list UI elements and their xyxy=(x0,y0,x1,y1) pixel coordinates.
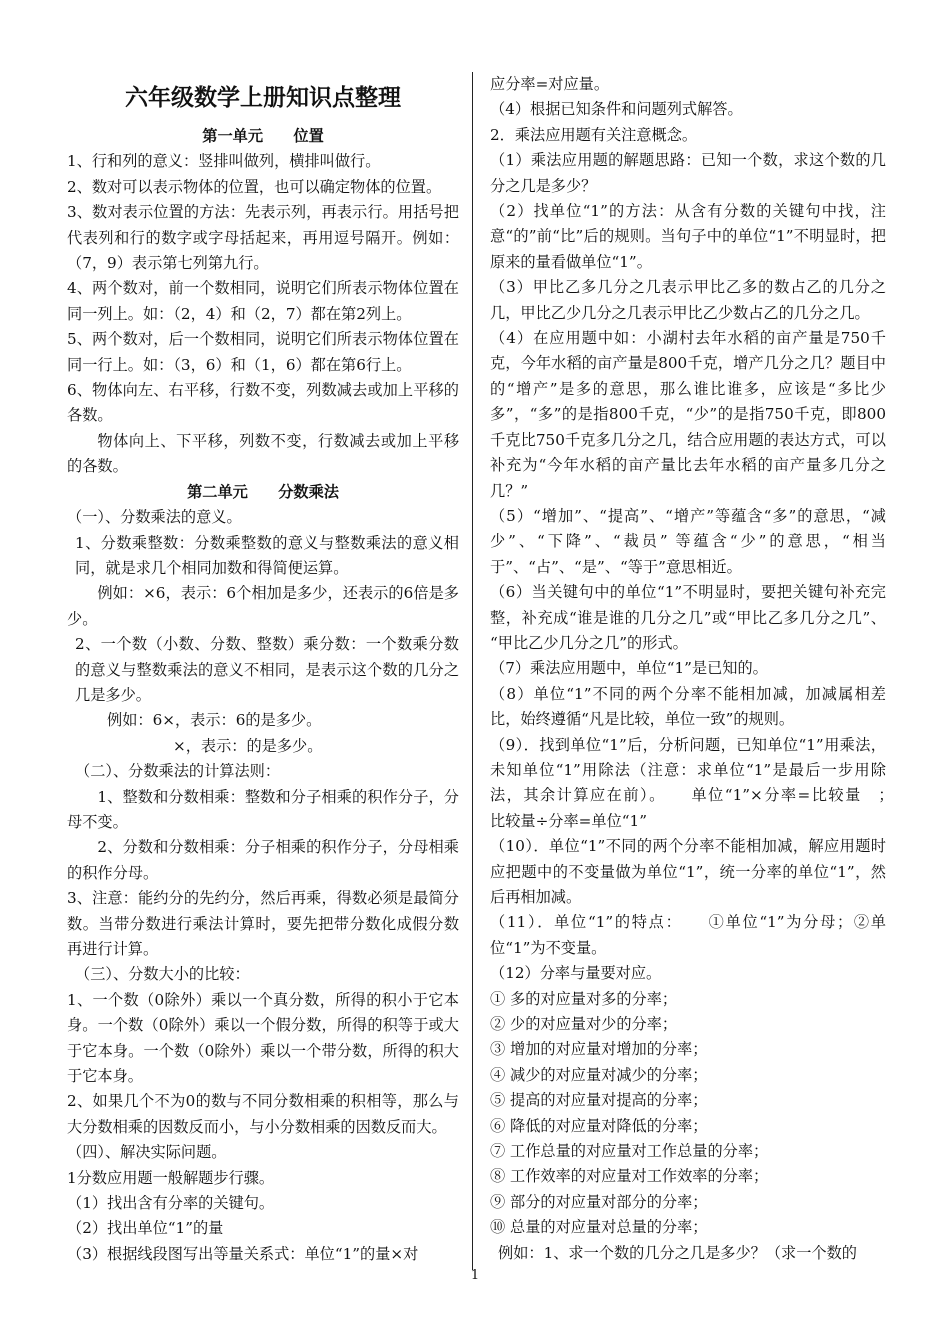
paragraph: 1分数应用题一般解题步行骤。 xyxy=(67,1168,275,1187)
paragraph: 2、一个数（小数、分数、整数）乘分数：一个数乘分数的意义与整数乘法的意义不相同，是表示这个数的几分之几是多少。 xyxy=(75,635,459,704)
column-divider xyxy=(472,72,473,1270)
paragraph: 4、两个数对，前一个数相同，说明它们所表示物体位置在同一列上。如：（2，4）和（2，7）都在第2列上。 xyxy=(67,279,459,323)
list-item: （5）“增加”、“提高”、“增产”等蕴含“多”的意思，“减少”、“下降”、“裁员” 等蕴含“少”的意思，“相当于”、“占”、“是”、“等于”意思相近。 xyxy=(490,506,886,576)
list-item: ② 少的对应量对少的分率； xyxy=(490,1015,678,1034)
unit-1-heading: 第一单元 位置 xyxy=(202,127,324,145)
list-item: （3）根据线段图写出等量关系式：单位“1”的量×对 xyxy=(67,1244,419,1263)
list-item: （1）乘法应用题的解题思路：已知一个数，求这个数的几分之几是多少？ xyxy=(490,151,886,195)
paragraph: 应分率=对应量。 xyxy=(490,75,610,93)
section-heading: （四）、解决实际问题。 xyxy=(67,1143,227,1162)
list-item: （8）单位“1”不同的两个分率不能相加减，加减属相差比，始终遵循“凡是比较，单位一致”的规则。 xyxy=(490,684,886,729)
list-item: ⑦ 工作总量的对应量对工作总量的分率； xyxy=(490,1142,769,1161)
page-number: 1 xyxy=(470,1268,480,1283)
list-item: （4）在应用题中如：小湖村去年水稻的亩产量是750千克，今年水稻的亩产量是800千克，增产几分之几？题目中的“增产”是多的意思，那么谁比谁多，应该是“多比少多”，“多”的是指800千克，“少”的是指750千克，即800千克比750千克多几分之几，结合应用题的表达方式，可以补充为“今年水稻的亩产量比去年水稻的亩产量多几分之几？” xyxy=(490,329,886,500)
list-item: （6）当关键句中的单位“1”不明显时，要把关键句补充完整，补充成“谁是谁的几分之几”或“甲比乙多几分之几”、 “甲比乙少几分之几”的形式。 xyxy=(490,583,886,652)
list-item: ⑧ 工作效率的对应量对工作效率的分率； xyxy=(490,1167,769,1186)
list-item: （12）分率与量要对应。 xyxy=(490,964,662,983)
example: 例如：6×，表示：6的是多少。 xyxy=(107,711,322,730)
list-item: （3）甲比乙多几分之几表示甲比乙多的数占乙的几分之几，甲比乙少几分之几表示甲比乙少数占乙的几分之几。 xyxy=(490,278,886,322)
list-item: ① 多的对应量对多的分率； xyxy=(490,989,678,1008)
list-item: ⑤ 提高的对应量对提高的分率； xyxy=(490,1091,708,1110)
list-item: （7）乘法应用题中，单位“1”是已知的。 xyxy=(490,659,768,678)
left-column xyxy=(67,72,459,1267)
section-heading: 2．乘法应用题有关注意概念。 xyxy=(490,125,698,144)
list-item: （11）．单位“1”的特点： ①单位“1”为分母；②单位“1”为不变量。 xyxy=(490,913,886,957)
paragraph: 5、两个数对，后一个数相同，说明它们所表示物体位置在同一行上。如：（3，6）和（1，6）都在第6行上。 xyxy=(67,330,459,374)
list-item: （2）找出单位“1”的量 xyxy=(67,1219,224,1238)
paragraph: 2、数对可以表示物体的位置，也可以确定物体的位置。 xyxy=(67,177,442,196)
section-heading: （二）、分数乘法的计算法则： xyxy=(75,762,281,781)
unit-2-heading: 第二单元 分数乘法 xyxy=(187,482,339,501)
example: 例如：×6，表示：6个相加是多少，还表示的6倍是多少。 xyxy=(67,584,459,628)
paragraph: 1、整数和分数相乘：整数和分子相乘的积作分子，分母不变。 xyxy=(67,787,459,831)
paragraph: 6、物体向左、右平移，行数不变，列数减去或加上平移的各数。 xyxy=(67,381,459,425)
list-item: ③ 增加的对应量对增加的分率； xyxy=(490,1040,708,1059)
list-item: （10）．单位“1”不同的两个分率不能相加减，解应用题时应把题中的不变量做为单位“1”，统一分率的单位“1”，然后再相加减。 xyxy=(490,837,886,906)
list-item: ⑩ 总量的对应量对总量的分率； xyxy=(490,1218,708,1237)
paragraph: 1、一个数（0除外）乘以一个真分数，所得的积小于它本身。一个数（0除外）乘以一个假分数，所得的积等于或大于它本身。一个数（0除外）乘以一个带分数，所得的积大于它本身。 xyxy=(67,990,459,1086)
list-item: ④ 减少的对应量对减少的分率； xyxy=(490,1065,708,1084)
paragraph: 3、注意：能约分的先约分，然后再乘，得数必须是最简分数。当带分数进行乘法计算时，要先把带分数化成假分数再进行计算。 xyxy=(67,889,459,958)
right-column xyxy=(490,72,932,1266)
paragraph: 2、分数和分数相乘：分子相乘的积作分子，分母相乘的积作分母。 xyxy=(67,838,459,882)
example: ×，表示：的是多少。 xyxy=(173,736,323,755)
paragraph: 1、行和列的意义：竖排叫做列，横排叫做行。 xyxy=(67,152,381,171)
paragraph: 3、数对表示位置的方法：先表示列，再表示行。用括号把代表列和行的数字或字母括起来，再用逗号隔开。例如：（7，9）表示第七列第九行。 xyxy=(67,203,459,273)
paragraph: 1、分数乘整数：分数乘整数的意义与整数乘法的意义相同，就是求几个相同加数和得简便运算。 xyxy=(75,533,459,577)
list-item: ⑥ 降低的对应量对降低的分率； xyxy=(490,1116,708,1135)
example: 例如：1、求一个数的几分之几是多少？（求一个数的 xyxy=(498,1243,857,1262)
list-item: （1）找出含有分率的关键句。 xyxy=(67,1194,275,1213)
section-heading: （三）、分数大小的比较： xyxy=(75,965,250,984)
paragraph: 2、如果几个不为0的数与不同分数相乘的积相等，那么与大分数相乘的因数反而小，与小分数相乘的因数反而大。 xyxy=(67,1092,459,1136)
list-item: （9）．找到单位“1”后，分析问题，已知单位“1”用乘法，未知单位“1”用除法（注意：求单位“1”是最后一步用除法，其余计算应在前）。 单位“1”×分率=比较量 ； 比较量÷分率=单位“1” xyxy=(490,735,932,830)
list-item: ⑨ 部分的对应量对部分的分率； xyxy=(490,1192,708,1211)
paragraph: 物体向上、下平移，列数不变，行数减去或加上平移的各数。 xyxy=(67,431,459,476)
section-heading: （一）、分数乘法的意义。 xyxy=(67,508,242,527)
list-item: （4）根据已知条件和问题列式解答。 xyxy=(490,100,743,119)
list-item: （2）找单位“1”的方法：从含有分数的关键句中找，注意“的”前“比”后的规则。当句子中的单位“1”不明显时，把原来的量看做单位“1”。 xyxy=(490,202,886,271)
page-title: 六年级数学上册知识点整理 xyxy=(125,85,401,111)
